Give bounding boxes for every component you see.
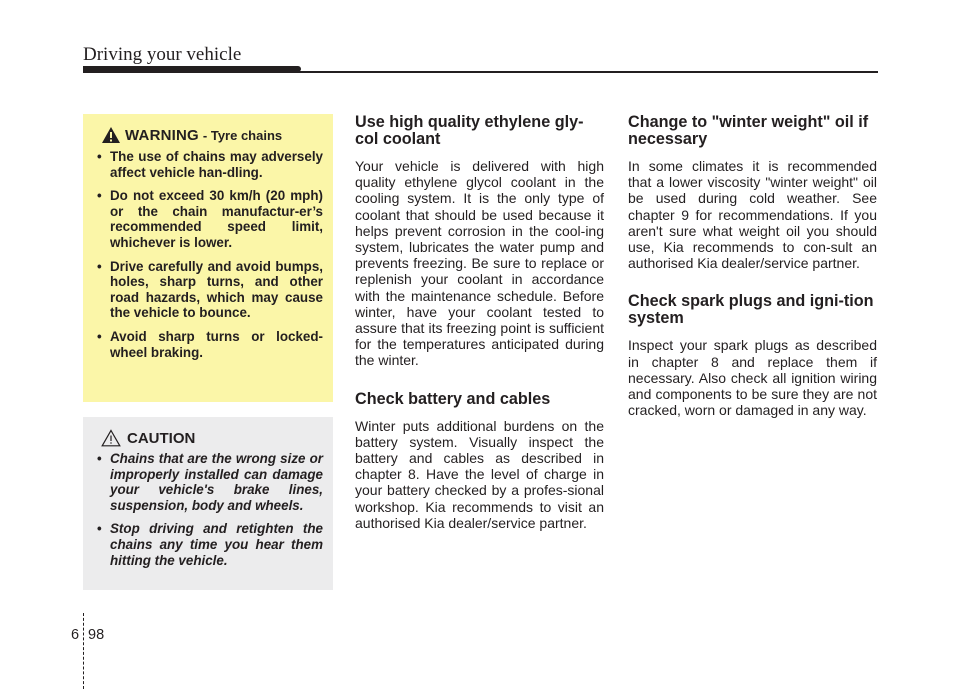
section-body-oil: In some climates it is recommended that a lower viscosity "winter weight" oil be used during cold weather. See chapter 9 for recommendations. If you aren't sure what weight oil you should use, Kia recommends to con-sult an authorised Kia dealer/service partner. bbox=[628, 158, 877, 272]
section-body-spark-plugs: Inspect your spark plugs as described in chapter 8 and replace them if necessary. Also check all ignition wiring and components to be sure they are not cracked, worn or damaged in any way. bbox=[628, 337, 877, 419]
section-title-spark-plugs: Check spark plugs and igni-tion system bbox=[628, 292, 874, 328]
warning-triangle-icon bbox=[101, 126, 121, 144]
warning-list bbox=[94, 149, 323, 360]
caution-item: • Stop driving and retighten the chains any time you hear them hitting the vehicle. bbox=[94, 521, 323, 568]
caution-box bbox=[83, 417, 333, 590]
section-title-coolant: Use high quality ethylene gly-col coolant bbox=[355, 113, 584, 148]
footer-divider bbox=[83, 613, 84, 689]
caution-title: CAUTION bbox=[127, 429, 196, 447]
middle-column bbox=[355, 114, 604, 553]
warning-header bbox=[101, 124, 323, 146]
right-column bbox=[628, 114, 877, 440]
warning-item: • Drive carefully and avoid bumps, holes, sharp turns, and other road hazards, which may cause the vehicle to bounce. bbox=[94, 259, 323, 321]
warning-item: • Do not exceed 30 km/h (20 mph) or the chain manufactur-er’s recommended speed limit, whichever is lower. bbox=[94, 188, 323, 250]
chapter-number: 6 bbox=[71, 627, 80, 643]
caution-item: • Chains that are the wrong size or improperly installed can damage your vehicle's brake lines, suspension, body and wheels. bbox=[94, 451, 323, 513]
warning-item: • The use of chains may adversely affect vehicle han-dling. bbox=[94, 149, 323, 180]
header-rule bbox=[83, 71, 878, 73]
warning-title: WARNING bbox=[125, 126, 199, 144]
section-title-oil: Change to "winter weight" oil if necessary bbox=[628, 113, 869, 148]
page-number: 98 bbox=[88, 627, 105, 643]
warning-subtitle: - Tyre chains bbox=[202, 127, 283, 143]
section-body-coolant: Your vehicle is delivered with high quality ethylene glycol coolant in the cooling system. It is the only type of coolant that should be used because it helps prevent corrosion in the cool-ing system, lubricates the water pump and prevents freezing. Be sure to replace or replenish your coolant in accordance with the maintenance schedule. Before winter, have your coolant tested to assure that its freezing point is sufficient for the temperatures anticipated during the winter. bbox=[355, 158, 604, 369]
caution-triangle-icon bbox=[101, 429, 121, 447]
warning-item: • Avoid sharp turns or locked-wheel braking. bbox=[94, 329, 323, 360]
caution-list bbox=[94, 451, 323, 568]
section-body-battery: Winter puts additional burdens on the battery system. Visually inspect the battery and cables as described in chapter 8. Have the level of charge in your battery checked by a profes-sional workshop. Kia recommends to visit an authorised Kia dealer/service partner. bbox=[355, 417, 604, 531]
caution-header bbox=[101, 427, 323, 449]
section-title-battery: Check battery and cables bbox=[355, 389, 551, 408]
warning-box bbox=[83, 114, 333, 402]
page-header-title: Driving your vehicle bbox=[83, 44, 242, 65]
